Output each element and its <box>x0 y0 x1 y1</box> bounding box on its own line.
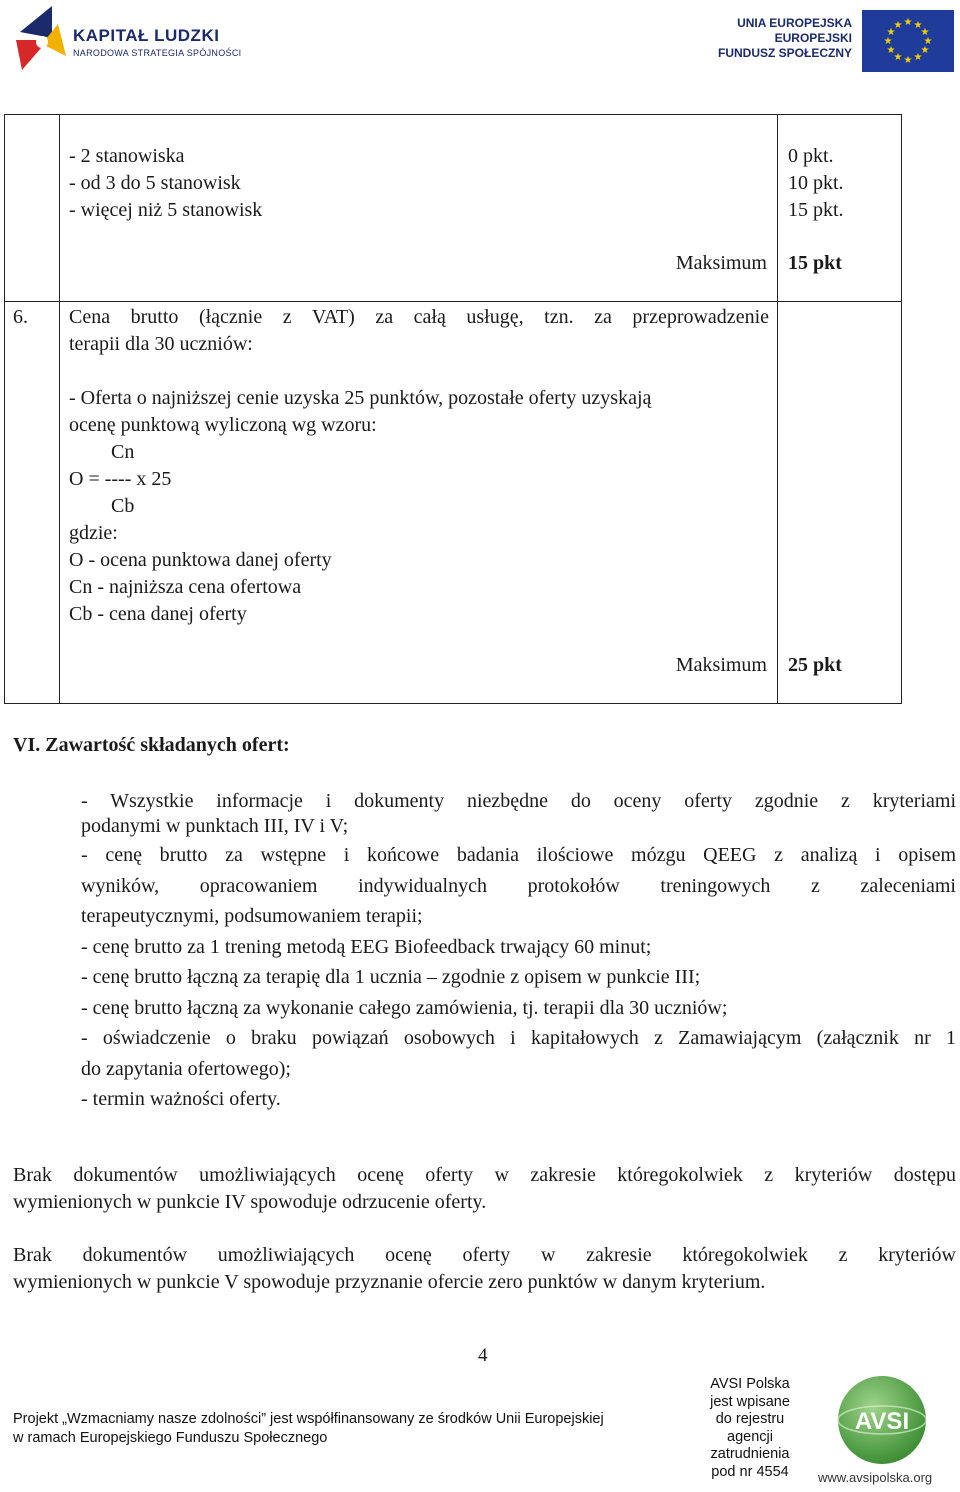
description-line: ocenę punktową wyliczoną wg wzoru: <box>69 414 377 436</box>
kapital-ludzki-title: KAPITAŁ LUDZKI <box>73 26 220 45</box>
svg-text:★: ★ <box>903 55 913 66</box>
option-item: - więcej niż 5 stanowisk <box>69 199 263 221</box>
formula-numerator: Cn <box>111 441 135 463</box>
option-points: 10 pkt. <box>788 172 844 194</box>
eu-line-2: EUROPEJSKI <box>774 31 852 45</box>
eu-line-3: FUNDUSZ SPOŁECZNY <box>717 46 852 60</box>
project-footer-line: w ramach Europejskiego Funduszu Społecznego <box>13 1430 328 1446</box>
svg-text:★: ★ <box>913 20 923 31</box>
contents-line: - termin ważności oferty. <box>81 1088 281 1110</box>
svg-text:★: ★ <box>883 36 893 47</box>
svg-text:★: ★ <box>920 27 930 38</box>
table-column-divider <box>777 115 778 703</box>
where-label: gdzie: <box>69 522 118 544</box>
note-paragraph <box>13 1242 956 1296</box>
max-label: Maksimum <box>675 654 767 676</box>
avsi-url: www.avsipolska.org <box>818 1470 933 1485</box>
svg-text:★: ★ <box>886 45 896 56</box>
contents-line: - oświadczenie o braku powiązań osobowych i kapitałowych z Zamawiającym (załącznik nr 1 <box>81 1027 956 1049</box>
avsi-note-line: do rejestru <box>715 1411 785 1427</box>
svg-text:★: ★ <box>893 20 903 31</box>
contents-list <box>81 786 956 1115</box>
svg-text:★: ★ <box>923 36 933 47</box>
avsi-note-line: agencji <box>727 1428 773 1445</box>
contents-line: - Wszystkie informacje i dokumenty niezbędne do oceny oferty zgodnie z kryteriami <box>81 790 956 812</box>
option-list <box>69 143 262 224</box>
row-number: 6. <box>13 306 28 328</box>
formula: O = ---- x 25 <box>69 468 172 490</box>
table-column-divider <box>59 115 60 703</box>
avsi-logo <box>832 1372 932 1472</box>
svg-text:★: ★ <box>903 17 913 28</box>
max-value: 25 pkt <box>788 654 842 676</box>
avsi-note-line: zatrudnienia <box>710 1446 790 1462</box>
note-line: Brak dokumentów umożliwiających ocenę oferty w zakresie któregokolwiek z kryteriów <box>13 1244 956 1266</box>
contents-line: do zapytania ofertowego); <box>81 1057 291 1080</box>
max-value: 15 pkt <box>788 252 842 274</box>
avsi-globe-icon <box>832 1372 932 1472</box>
option-points: 15 pkt. <box>788 199 844 221</box>
note-line: wymienionych w punkcie V spowoduje przyznanie ofercie zero punktów w danym kryterium. <box>13 1271 766 1293</box>
option-points-list <box>788 143 844 224</box>
contents-line: - cenę brutto łączną za terapię dla 1 ucznia – zgodnie z opisem w punkcie III; <box>81 966 701 988</box>
max-label: Maksimum <box>675 252 767 274</box>
option-item: - 2 stanowiska <box>69 145 185 167</box>
option-points: 0 pkt. <box>788 145 834 167</box>
kapital-ludzki-subtitle: NARODOWA STRATEGIA SPÓJNOŚCI <box>73 48 242 58</box>
contents-line: - cenę brutto za wstępne i końcowe badania ilościowe mózgu QEEG z analizą i opisem <box>81 844 956 866</box>
option-item: - od 3 do 5 stanowisk <box>69 172 241 194</box>
description-line: - Oferta o najniższej cenie uzyska 25 punktów, pozostałe oferty uzyskają <box>69 387 652 409</box>
criteria-table <box>4 114 902 704</box>
svg-text:★: ★ <box>913 52 923 63</box>
criterion-description <box>69 385 651 628</box>
table-row-divider <box>5 301 901 302</box>
legend-item: Cb - cena danej oferty <box>69 603 247 625</box>
project-footer <box>13 1410 604 1448</box>
criterion-title-line: terapii dla 30 uczniów: <box>69 333 253 355</box>
contents-line: - cenę brutto łączną za wykonanie całego zamówienia, tj. terapii dla 30 uczniów; <box>81 996 728 1019</box>
svg-text:★: ★ <box>886 27 896 38</box>
svg-text:★: ★ <box>893 52 903 63</box>
contents-line: - cenę brutto za 1 trening metodą EEG Biofeedback trwający 60 minut; <box>81 935 652 958</box>
avsi-logo-text: AVSI <box>854 1408 910 1435</box>
contents-line: podanymi w punktach III, IV i V; <box>81 814 349 837</box>
contents-line: terapeutycznymi, podsumowaniem terapii; <box>81 905 423 927</box>
avsi-note-line: AVSI Polska <box>710 1376 790 1392</box>
legend-item: O - ocena punktowa danej oferty <box>69 549 332 571</box>
avsi-note-line: jest wpisane <box>710 1393 790 1410</box>
eu-flag-icon <box>862 10 954 72</box>
project-footer-line: Projekt „Wzmacniamy nasze zdolności” jest współfinansowany ze środków Unii Europejskiej <box>13 1411 604 1427</box>
formula-denominator: Cb <box>111 495 135 517</box>
eu-line-1: UNIA EUROPEJSKA <box>737 16 852 30</box>
criterion-title-line: Cena brutto (łącznie z VAT) za całą usługę, tzn. za przeprowadzenie <box>69 306 769 328</box>
note-paragraph <box>13 1162 956 1216</box>
avsi-note-line: pod nr 4554 <box>711 1463 789 1480</box>
section-heading: VI. Zawartość składanych ofert: <box>13 734 290 756</box>
kapital-ludzki-emblem-icon <box>12 4 72 74</box>
svg-text:★: ★ <box>920 45 930 56</box>
contents-line: wyników, opracowaniem indywidualnych protokołów treningowych z zaleceniami <box>81 874 956 897</box>
avsi-registry-note <box>700 1376 800 1481</box>
page-number: 4 <box>478 1345 488 1366</box>
eu-label <box>718 16 852 61</box>
legend-item: Cn - najniższa cena ofertowa <box>69 576 302 598</box>
note-line: Brak dokumentów umożliwiających ocenę oferty w zakresie któregokolwiek z kryteriów dostępu <box>13 1164 956 1186</box>
note-line: wymienionych w punkcie IV spowoduje odrzucenie oferty. <box>13 1191 487 1213</box>
